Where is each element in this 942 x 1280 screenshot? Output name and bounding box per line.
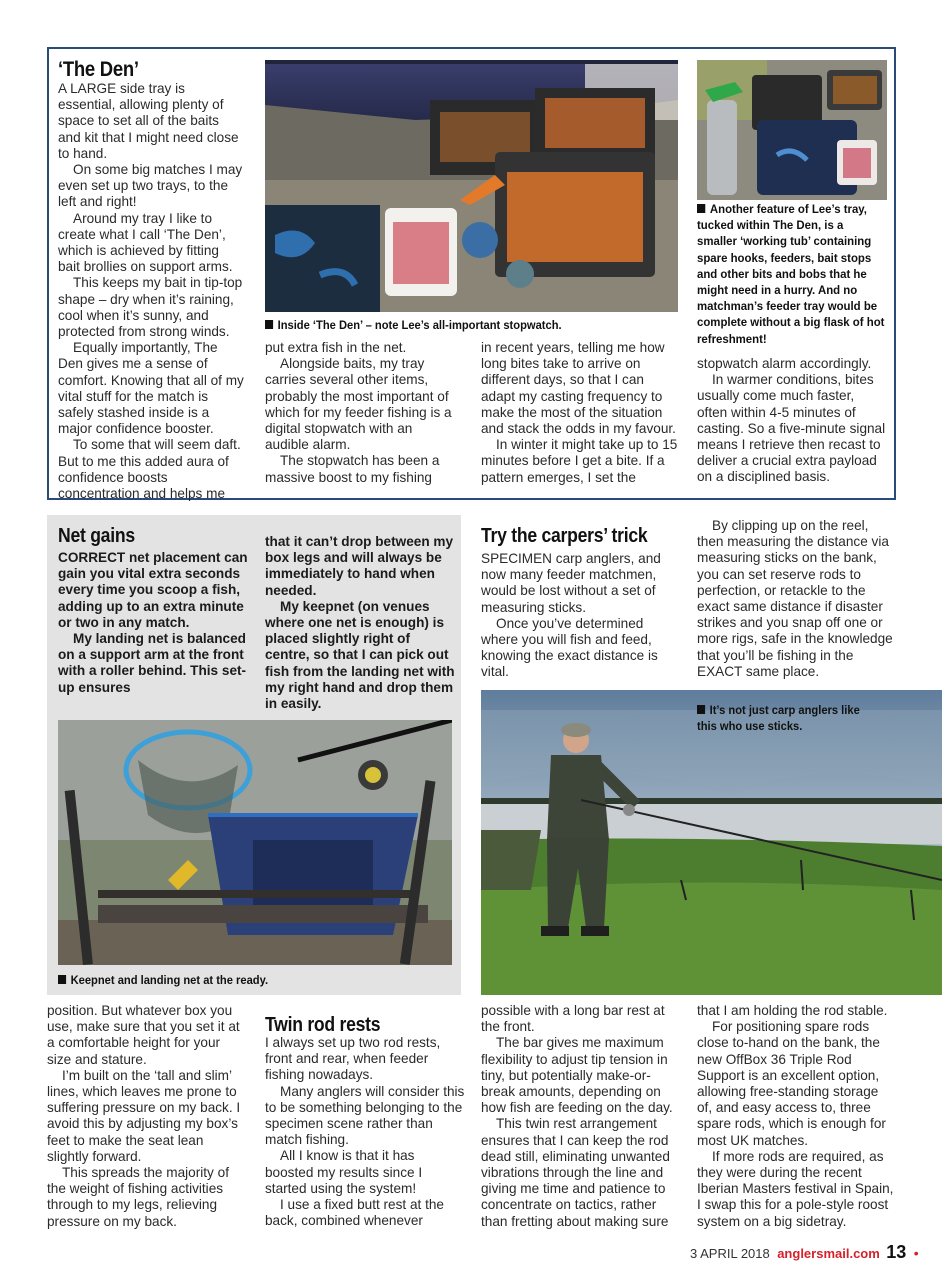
carp-caption: [697, 702, 864, 734]
paragraph: that it can’t drop between my box legs and will always be immediately to hand when needed.: [265, 534, 454, 598]
paragraph: In winter it might take up to 15 minutes before I get a bite. If a pattern emerges, I set the: [481, 437, 678, 485]
den-main-caption: [265, 317, 643, 333]
carp-column-2: [697, 518, 897, 680]
paragraph: stopwatch alarm accordingly.: [697, 356, 872, 371]
square-bullet-icon: [697, 705, 705, 714]
paragraph: A LARGE side tray is essential, allowing plenty of space to set all of the baits and kit that I might need close to hand.: [58, 81, 239, 161]
paragraph: Around my tray I like to create what I call ‘The Den’, which is achieved by fitting bait brollies on support arms.: [58, 210, 233, 275]
paragraph: My landing net is balanced on a support arm at the front with a roller behind. This set-up ensures: [58, 631, 247, 695]
carp-column-1: [481, 551, 671, 681]
page-number: 13: [886, 1242, 907, 1262]
footer-bullet-icon: •: [913, 1245, 919, 1261]
angler-image: [481, 690, 942, 995]
paragraph: This keeps my bait in tip-top shape – dry when it’s raining, cool when it’s sunny, and protected from strong winds.: [58, 275, 243, 340]
twin-rod-rests-title: Twin rod rests: [265, 1014, 381, 1036]
paragraph: By clipping up on the reel, then measuring the distance via measuring sticks on the bank, you can set reserve rods to perfection, or retackle to the exact same distance if disaster strikes and you snap off one or more rigs, safe in the knowledge that you’ll be fishing in the EXACT same place.: [697, 518, 893, 679]
caption-text: Inside ‘The Den’ – note Lee’s all-important stopwatch.: [277, 318, 562, 332]
den-tub-photo: [697, 60, 887, 200]
square-bullet-icon: [697, 204, 705, 213]
tray-image: [265, 60, 678, 312]
paragraph: that I am holding the rod stable.: [697, 1003, 888, 1018]
paragraph: To some that will seem daft. But to me this added aura of confidence boosts concentration and helps me: [58, 437, 241, 502]
paragraph: Once you’ve determined where you will fish and feed, knowing the exact distance is vital.: [481, 615, 658, 680]
tub-image: [697, 60, 887, 200]
carp-angler-photo: [481, 690, 942, 995]
paragraph: This twin rest arrangement ensures that I can keep the rod dead still, eliminating unwanted vibrations through the line and giving me time and patience to concentrate on tactics, rather than fretting about making sure: [481, 1116, 670, 1229]
paragraph: All I know is that it has boosted my results since I started using the system!: [265, 1148, 423, 1196]
paragraph: put extra fish in the net.: [265, 340, 407, 355]
bottom-column-4: [697, 1003, 897, 1230]
paragraph: Alongside baits, my tray carries several other items, probably the most important of which for my feeder fishing is a digital stopwatch with an audible alarm.: [265, 356, 452, 453]
den-side-caption: [697, 201, 886, 347]
paragraph: CORRECT net placement can gain you vital extra seconds every time you scoop a fish, adding up to an extra minute or two in any match.: [58, 550, 248, 630]
paragraph: If more rods are required, as they were during the recent Iberian Masters festival in Spain, I swap this for a pole-style roost system on a big sidetray.: [697, 1148, 894, 1229]
page-footer: [690, 1242, 919, 1263]
paragraph: My keepnet (on venues where one net is enough) is placed slightly right of centre, so that I can pick out fish from the landing net with my right hand and drop them in easily.: [265, 598, 455, 712]
den-column-3: [481, 340, 681, 486]
bottom-column-2: [265, 1035, 465, 1229]
paragraph: I use a fixed butt rest at the back, combined whenever: [265, 1197, 444, 1229]
den-tray-photo: [265, 60, 678, 312]
landing-net-image: [58, 720, 452, 965]
paragraph: The stopwatch has been a massive boost to my fishing: [265, 453, 440, 485]
caption-text: Another feature of Lee’s tray, tucked within The Den, is a smaller ‘working tub’ containing spare hooks, feeders, bait stops and other bits and bobs that he might need in a hurry. And no matchman’s feeder tray would be complete without a big flask of hot refreshment!: [697, 202, 885, 346]
net-gains-title: Net gains: [58, 525, 135, 547]
carp-title: Try the carpers’ trick: [481, 525, 648, 547]
paragraph: I always set up two rod rests, front and rear, when feeder fishing nowadays.: [265, 1035, 441, 1083]
net-column-2: [265, 534, 457, 712]
net-column-1: [58, 550, 250, 696]
site-link[interactable]: anglersmail.com: [777, 1246, 880, 1261]
den-column-1: [58, 81, 244, 502]
paragraph: On some big matches I may even set up two trays, to the left and right!: [58, 162, 243, 210]
caption-text: Keepnet and landing net at the ready.: [70, 973, 269, 987]
paragraph: Many anglers will consider this to be something belonging to the specimen scene rather than match fishing.: [265, 1083, 465, 1148]
bottom-column-3: [481, 1003, 681, 1230]
paragraph: This spreads the majority of the weight of fishing activities through to my legs, relieving pressure on my back.: [47, 1165, 229, 1229]
square-bullet-icon: [58, 975, 66, 984]
paragraph: SPECIMEN carp anglers, and now many feeder matchmen, would be lost without a set of measuring sticks.: [481, 551, 661, 615]
paragraph: For positioning spare rods close to-hand on the bank, the new OffBox 36 Triple Rod Support is an excellent option, allowing free-standing storage of, and easy access to, three spare rods, which is enough for most UK matches.: [697, 1019, 886, 1148]
den-column-2: [265, 340, 455, 486]
square-bullet-icon: [265, 320, 273, 329]
den-title: ‘The Den’: [58, 58, 139, 81]
caption-text: It’s not just carp anglers like this who use sticks.: [697, 703, 860, 734]
paragraph: Equally importantly, The Den gives me a sense of comfort. Knowing that all of my vital stuff for the match is safely stashed inside is a major confidence booster.: [58, 340, 244, 437]
paragraph: position. But whatever box you use, make sure that you set it at a comfortable height for your size and stature.: [47, 1003, 240, 1067]
paragraph: possible with a long bar rest at the front.: [481, 1003, 665, 1035]
net-photo: [58, 720, 452, 965]
den-column-4: [697, 356, 887, 486]
paragraph: The bar gives me maximum flexibility to adjust tip tension in tiny, but potentially make-or-break amounts, depending on how fish are feeding on the day.: [481, 1035, 673, 1116]
paragraph: I’m built on the ‘tall and slim’ lines, which leaves me prone to suffering pressure on my back. I avoid this by adjusting my box’s feet to make the seat lean slightly forward.: [47, 1067, 241, 1164]
paragraph: in recent years, telling me how long bites take to arrive on different days, so that I can adapt my casting frequency to make the most of the situation and stack the odds in my favour.: [481, 340, 676, 437]
net-caption: [58, 972, 268, 988]
bottom-column-1: [47, 1003, 247, 1230]
paragraph: In warmer conditions, bites usually come much faster, often within 4-5 minutes of casting. So a five-minute signal means I retrieve then recast to deliver a crucial extra payload on a disciplined basis.: [697, 372, 886, 485]
issue-date: 3 APRIL 2018: [690, 1246, 770, 1261]
